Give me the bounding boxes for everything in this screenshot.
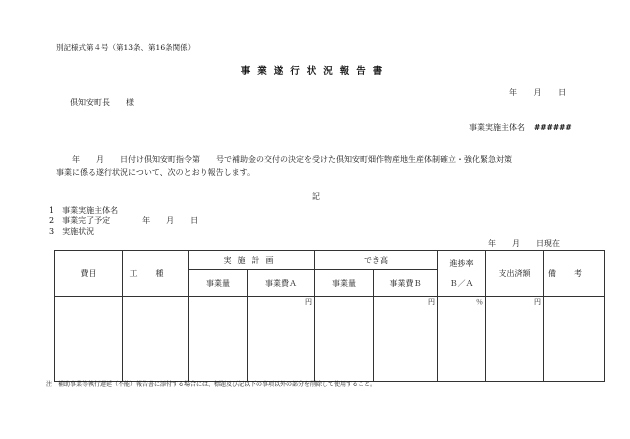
header-done-cost: 事業費Ｂ	[374, 270, 438, 297]
unit-yen: 円	[428, 298, 435, 306]
header-rate-label: 進捗率	[449, 259, 474, 268]
cell-type	[123, 297, 189, 382]
item-status: 3 実施状況	[49, 227, 95, 236]
ki-heading: 記	[312, 192, 320, 201]
header-type: 工種	[123, 251, 189, 297]
entity-label: 事業実施主体名	[469, 123, 525, 132]
header-plan-qty: 事業量	[189, 270, 248, 297]
header-done: でき高	[315, 251, 438, 270]
status-table	[54, 250, 605, 382]
footnote: 注 補助事業等執行遅延（不能）報告書に添付する場合には、標題及び記以下の事項以外の部分を削除して使用すること。	[46, 381, 377, 388]
unit-percent: ％	[476, 298, 483, 306]
cell-done-cost	[374, 297, 438, 382]
body-text-line-1: 年 月 日付け倶知安町指令第 号で補助金の交付の決定を受けた倶知安町畑作物産地生産体制確立・強化緊急対策	[72, 155, 512, 164]
header-rate-formula: Ｂ／Ａ	[449, 279, 474, 288]
report-date: 年 月 日	[509, 88, 567, 97]
body-text-line-2: 事業に係る遂行状況について、次のとおり報告します。	[56, 168, 256, 177]
item-completion-date: 2 事業完了予定 年 月 日	[49, 216, 199, 225]
header-paid: 支出済額	[486, 251, 544, 297]
entity-value: ######	[534, 123, 572, 132]
header-done-qty: 事業量	[315, 270, 374, 297]
header-plan: 実施計画	[189, 251, 315, 270]
cell-plan-cost	[248, 297, 315, 382]
item-entity-name: 1 事業実施主体名	[49, 206, 119, 215]
as-of-date: 年 月 日現在	[488, 239, 560, 248]
cell-rate	[438, 297, 486, 382]
header-plan-cost: 事業費Ａ	[248, 270, 315, 297]
entity-line	[469, 124, 572, 132]
cell-plan-qty	[189, 297, 248, 382]
unit-yen: 円	[305, 298, 312, 306]
header-remarks: 備考	[544, 251, 605, 297]
unit-yen: 円	[534, 298, 541, 306]
header-item: 費目	[55, 251, 123, 297]
cell-remarks	[544, 297, 605, 382]
cell-item	[55, 297, 123, 382]
form-number: 別記様式第４号（第13条、第16条関係）	[56, 43, 196, 52]
document-title: 事業遂行状況報告書	[240, 66, 390, 77]
cell-paid	[486, 297, 544, 382]
header-rate	[438, 251, 486, 297]
addressee: 倶知安町長 様	[70, 98, 134, 107]
cell-done-qty	[315, 297, 374, 382]
